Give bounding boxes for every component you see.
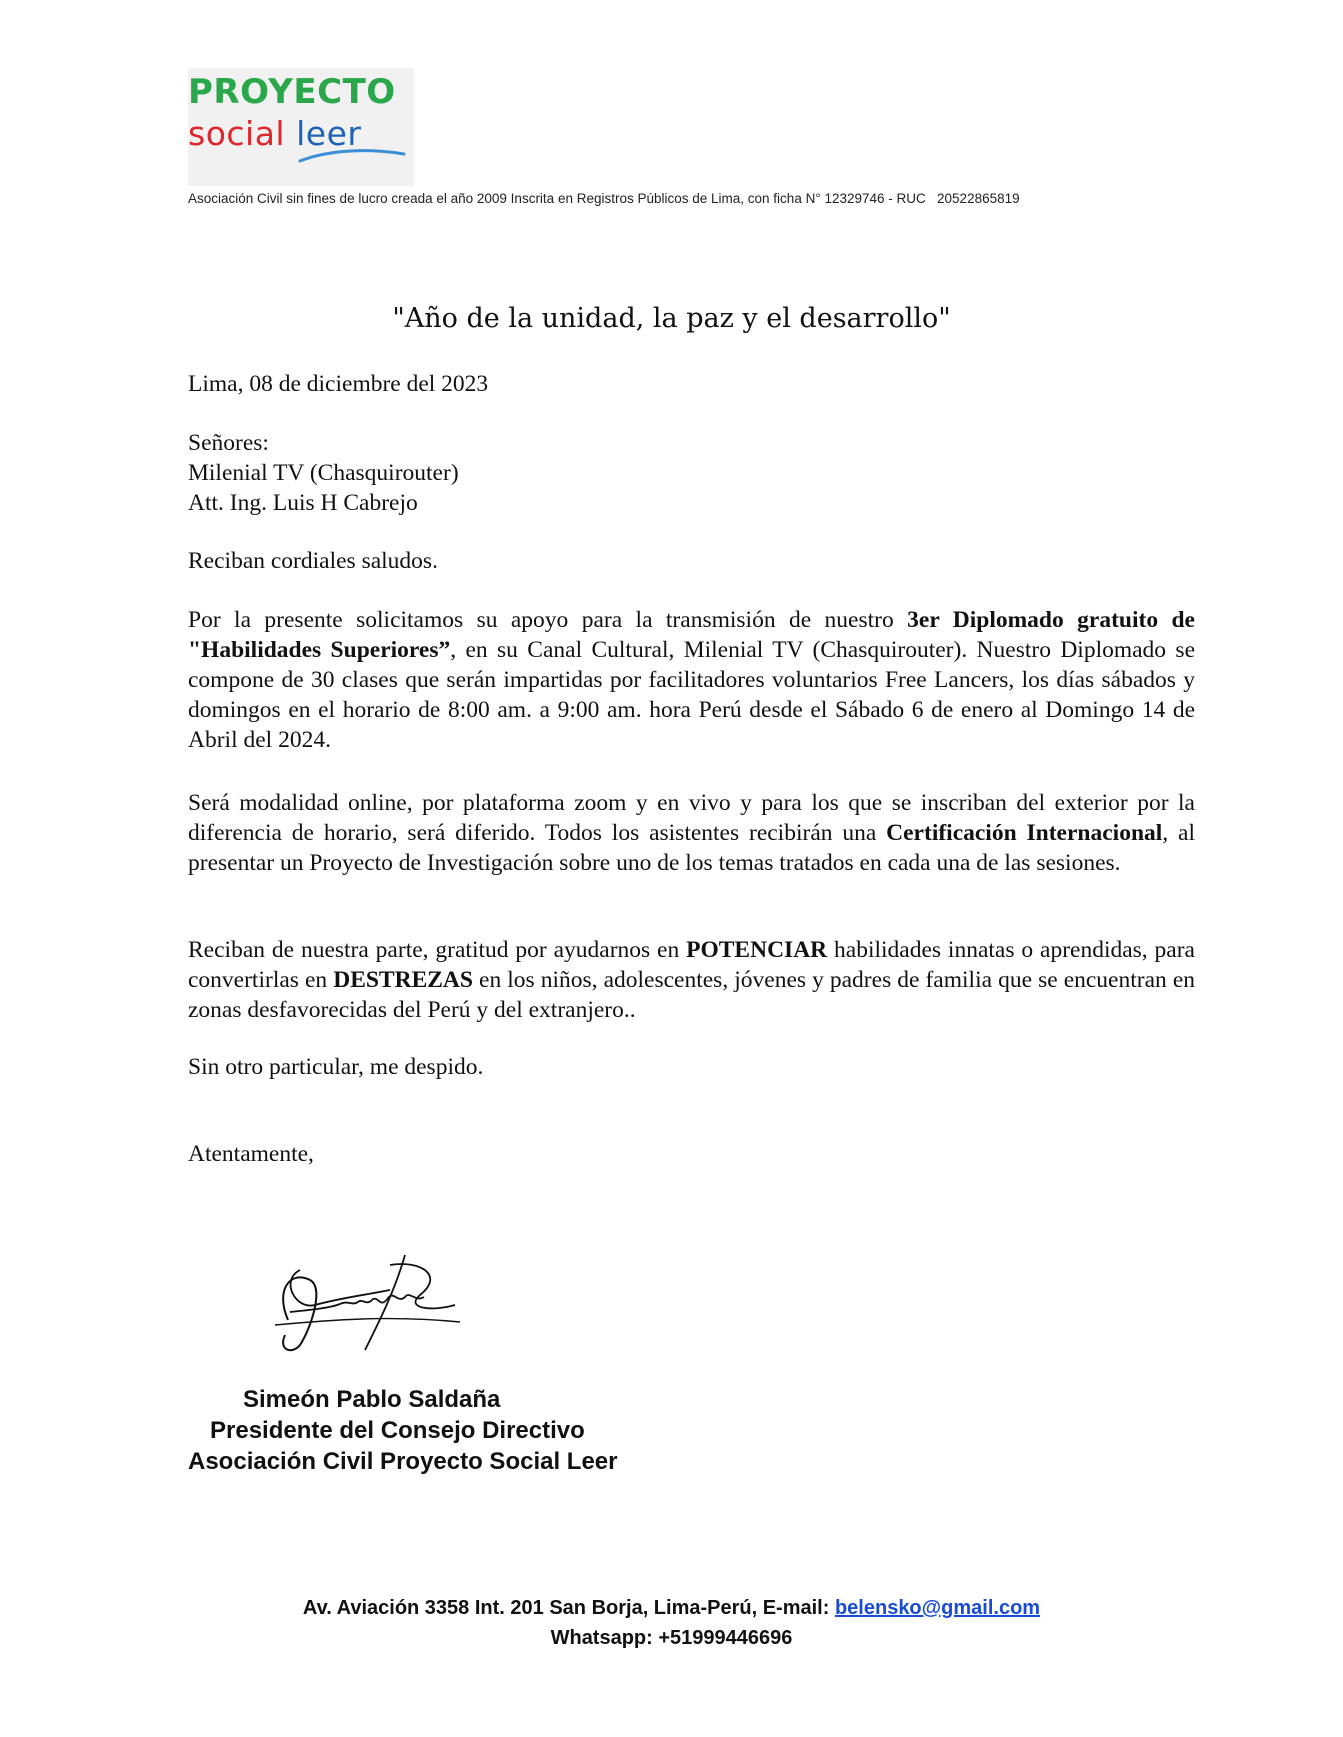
footer-address: Av. Aviación 3358 Int. 201 San Borja, Lima-Perú, E-mail: [302, 1597, 835, 1619]
signatory-organization: Asociación Civil Proyecto Social Leer [188, 1448, 618, 1475]
p1-bold-diplomado: 3er Diplomado gratuito de "Habilidades Superiores” [188, 607, 1195, 663]
addressee-block [188, 428, 1195, 518]
paragraph-modality [188, 788, 1195, 878]
footer-contact [0, 1593, 1343, 1653]
signatory-block [188, 1384, 618, 1477]
organization-logo [188, 68, 414, 186]
footer-address-line [0, 1593, 1343, 1623]
footer-email-link[interactable]: belensko@gmail.com [834, 1597, 1041, 1619]
registration-line: Asociación Civil sin fines de lucro creada el año 2009 Inscrita en Registros Públicos de Lima, con ficha N° 12329746 - RUC 20522865819 [188, 191, 1020, 206]
regards-line: Atentamente, [188, 1141, 314, 1167]
addressee-attention: Att. Ing. Luis H Cabrejo [188, 490, 418, 516]
p2-text-2: , al presentar un Proyecto de Investigación sobre uno de los temas tratados en cada una de las sesiones. [188, 820, 1195, 876]
paragraph-gratitude [188, 935, 1195, 1025]
letter-date: Lima, 08 de diciembre del 2023 [188, 371, 489, 397]
logo-text-proyecto: PROYECTO [188, 72, 396, 112]
p3-text-1: Reciban de nuestra parte, gratitud por ayudarnos en [188, 937, 687, 963]
p3-text-3: en los niños, adolescentes, jóvenes y padres de familia que se encuentran en zonas desfavorecidas del Perú y del extranjero.. [188, 967, 1195, 1023]
p1-text-1: Por la presente solicitamos su apoyo para la transmisión de nuestro [188, 607, 908, 633]
greeting: Reciban cordiales saludos. [188, 548, 438, 574]
closing-line: Sin otro particular, me despido. [188, 1054, 484, 1080]
logo-word-leer: leer [296, 114, 362, 153]
signatory-title: Presidente del Consejo Directivo [210, 1417, 585, 1444]
signatory-name: Simeón Pablo Saldaña [243, 1386, 501, 1413]
p3-bold-potenciar: POTENCIAR [686, 937, 828, 963]
p1-text-2: , en su Canal Cultural, Milenial TV (Chasquirouter). Nuestro Diplomado se compone de 30 clases que serán impartidas por facilitadores voluntarios Free Lancers, los días sábados y domingos en el horario de 8:00 am. a 9:00 am. hora Perú desde el Sábado 6 de enero al Domingo 14 de Abril del 2024. [188, 637, 1195, 753]
addressee-org: Milenial TV (Chasquirouter) [188, 460, 459, 486]
p3-text-2: habilidades innatas o aprendidas, para convertirlas en [188, 937, 1195, 993]
footer-whatsapp: Whatsapp: +51999446696 [550, 1627, 793, 1649]
handwritten-signature [270, 1250, 470, 1360]
p2-bold-certificacion: Certificación Internacional [886, 820, 1163, 846]
p3-bold-destrezas: DESTREZAS [333, 967, 473, 993]
logo-word-social: social [188, 114, 286, 153]
logo-swoosh-icon [298, 146, 408, 166]
year-motto: "Año de la unidad, la paz y el desarrollo" [392, 303, 951, 334]
p2-text-1: Será modalidad online, por plataforma zoom y en vivo y para los que se inscriban del exterior por la diferencia de horario, será diferido. Todos los asistentes recibirán una [188, 790, 1195, 846]
paragraph-request [188, 605, 1195, 755]
addressee-salutation: Señores: [188, 430, 269, 456]
